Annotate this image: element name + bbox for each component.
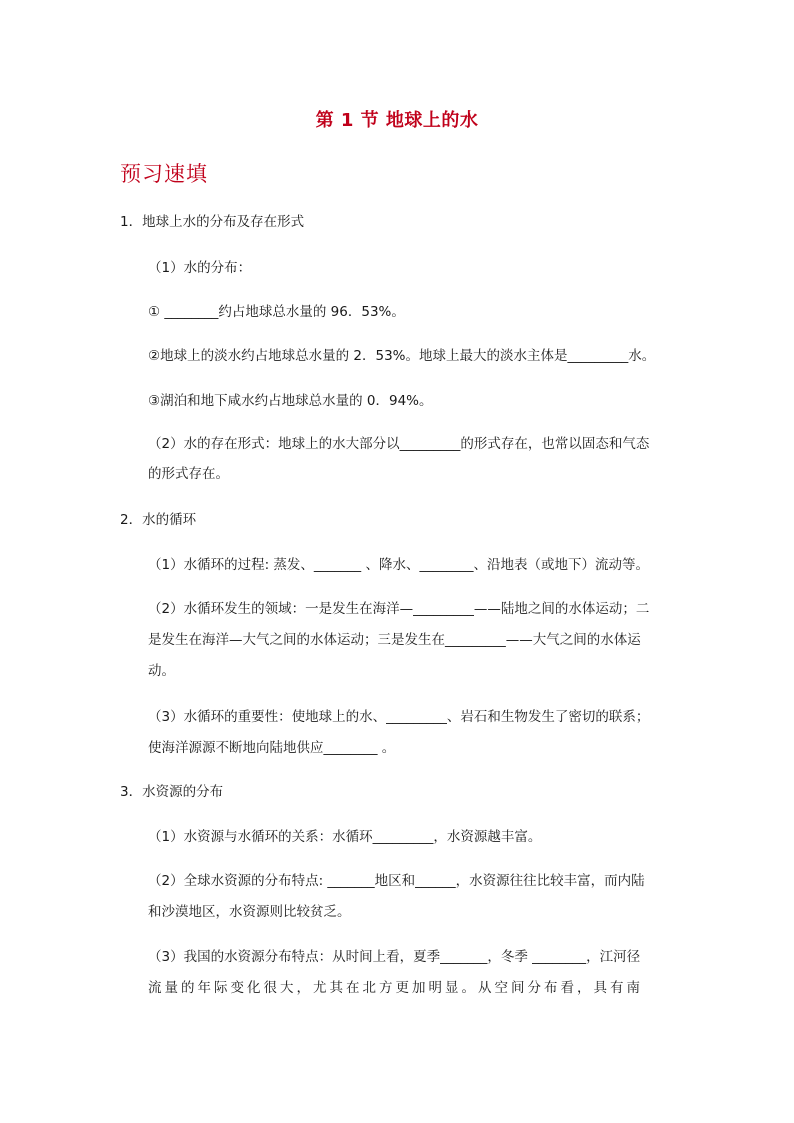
fill-in-line: ②地球上的淡水约占地球总水量的 2．53%。地球上最大的淡水主体是_________水。 xyxy=(148,348,656,364)
text-line: 流量的年际变化很大，尤其在北方更加明显。从空间分布看，具有南 xyxy=(148,980,643,996)
fill-in-line: （2）水的存在形式：地球上的水大部分以_________的形式存在，也常以固态和气态 xyxy=(148,436,650,452)
fill-in-line: 使海洋源源不断地向陆地供应________ 。 xyxy=(148,740,396,756)
item-heading: 1．地球上水的分布及存在形式 xyxy=(120,214,305,230)
text-line: 动。 xyxy=(148,663,175,679)
section-heading: 预习速填 xyxy=(120,162,208,186)
fill-in-line: （3）水循环的重要性：使地球上的水、_________、岩石和生物发生了密切的联系； xyxy=(148,709,650,725)
fill-in-line: （1）水循环的过程: 蒸发、_______ 、降水、________、沿地表（或地下）流动等。 xyxy=(148,557,649,573)
page-title: 第 1 节 地球上的水 xyxy=(315,110,479,131)
fill-in-line: （1）水资源与水循环的关系：水循环_________，水资源越丰富。 xyxy=(148,829,542,845)
fill-in-line: 是发生在海洋—大气之间的水体运动；三是发生在_________——大气之间的水体运 xyxy=(148,632,641,648)
text-line: 的形式存在。 xyxy=(148,466,229,482)
fill-in-line: （2）水循环发生的领域：一是发生在海洋—_________——陆地之间的水体运动；二 xyxy=(148,601,650,617)
text-line: ③湖泊和地下咸水约占地球总水量的 0．94%。 xyxy=(148,393,433,409)
item-heading: 3．水资源的分布 xyxy=(120,784,224,800)
fill-in-line: （2）全球水资源的分布特点: _______地区和______，水资源往往比较丰富，而内陆 xyxy=(148,873,645,889)
text-line: 和沙漠地区，水资源则比较贫乏。 xyxy=(148,904,351,920)
item-heading: 2．水的循环 xyxy=(120,512,197,528)
subitem-label: （1）水的分布： xyxy=(148,260,252,276)
fill-in-line: ① ________约占地球总水量的 96．53%。 xyxy=(148,304,405,320)
fill-in-line: （3）我国的水资源分布特点：从时间上看，夏季_______，冬季 ________，江河径 xyxy=(148,949,641,965)
